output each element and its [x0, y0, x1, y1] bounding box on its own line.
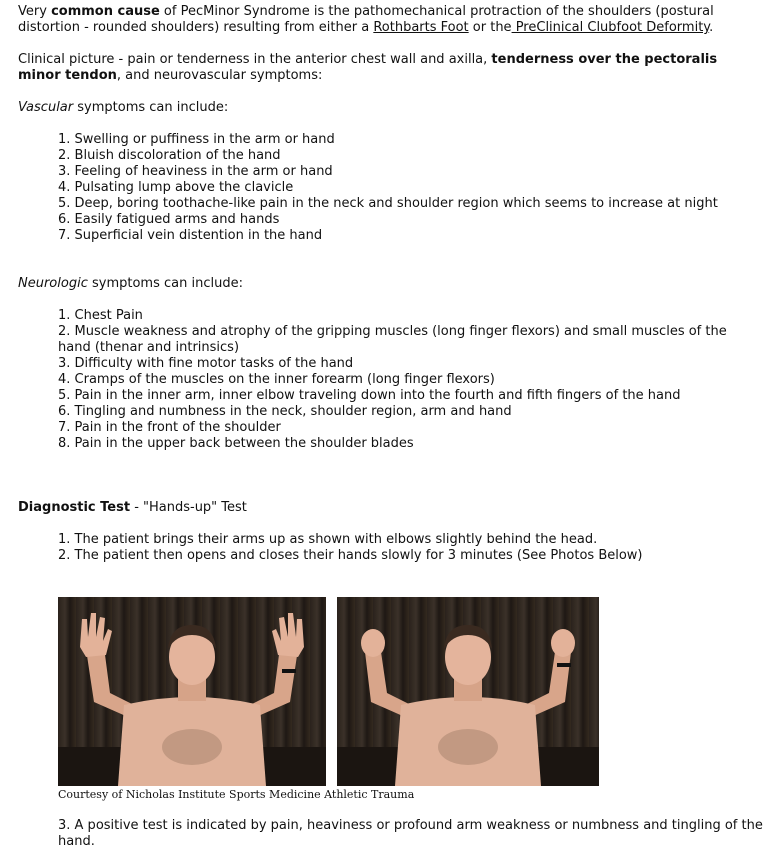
diagnostic-steps-list: [58, 532, 763, 564]
intro-text-4: .: [709, 20, 714, 35]
diagnostic-heading-text: - "Hands-up" Test: [130, 500, 247, 515]
photo-caption: Courtesy of Nicholas Institute Sports Medicine Athletic Trauma: [58, 788, 415, 801]
list-item: 1. The patient brings their arms up as shown with elbows slightly behind the head.: [58, 532, 598, 547]
diagnostic-heading: [18, 500, 247, 516]
list-item: 4. Pulsating lump above the clavicle: [58, 180, 294, 195]
list-item: 3. A positive test is indicated by pain, heaviness or profound arm weakness or numbness and tingling of the hand.: [58, 818, 763, 849]
rothbarts-foot-link[interactable]: Rothbarts Foot: [373, 20, 469, 35]
list-item: 1. Chest Pain: [58, 308, 143, 323]
list-item: 4. Cramps of the muscles on the inner forearm (long finger flexors): [58, 372, 495, 387]
vascular-heading-text: symptoms can include:: [73, 100, 229, 115]
clinical-text-1: Clinical picture - pain or tenderness in the anterior chest wall and axilla,: [18, 52, 492, 67]
intro-bold: common cause: [51, 4, 160, 19]
list-item: 5. Pain in the inner arm, inner elbow traveling down into the fourth and fifth fingers of the hand: [58, 388, 681, 403]
list-item: 2. The patient then opens and closes their hands slowly for 3 minutes (See Photos Below): [58, 548, 643, 563]
clinical-text-2: , and neurovascular symptoms:: [116, 68, 323, 83]
list-item: 1. Swelling or puffiness in the arm or hand: [58, 132, 335, 147]
neurologic-heading-text: symptoms can include:: [87, 276, 243, 291]
clinical-paragraph: [18, 52, 763, 84]
vascular-emphasis: Vascular: [18, 100, 74, 115]
hands-closed-figure: [337, 597, 599, 786]
hands-up-photos: [58, 597, 618, 787]
clinical-bold: tenderness over the pectoralis minor tendon: [18, 52, 718, 83]
intro-text-2: of PecMinor Syndrome is the pathomechanical protraction of the shoulders (postural distortion - rounded shoulders) resulting from either a: [18, 4, 714, 35]
list-item: 6. Tingling and numbness in the neck, shoulder region, arm and hand: [58, 404, 512, 419]
list-item: 7. Superficial vein distention in the hand: [58, 228, 323, 243]
intro-text-3: or the: [468, 20, 512, 35]
diagnostic-result-list: [58, 818, 763, 850]
list-item: 5. Deep, boring toothache-like pain in the neck and shoulder region which seems to increase at night: [58, 196, 718, 211]
neurologic-emphasis: Neurologic: [18, 276, 88, 291]
hands-open-figure: [58, 597, 326, 786]
preclinical-clubfoot-link[interactable]: PreClinical Clubfoot Deformity: [511, 20, 710, 35]
neurologic-symptom-list: [58, 308, 763, 452]
list-item: 6. Easily fatigued arms and hands: [58, 212, 280, 227]
list-item: 3. Difficulty with fine motor tasks of the hand: [58, 356, 354, 371]
intro-paragraph: [18, 4, 763, 36]
vascular-symptom-list: [58, 132, 763, 244]
neurologic-heading: [18, 276, 243, 292]
list-item: 2. Muscle weakness and atrophy of the gripping muscles (long finger flexors) and small muscles of the hand (thenar and intrinsics): [58, 324, 727, 355]
photo-hands-closed: [337, 597, 599, 786]
photo-hands-open: [58, 597, 326, 786]
list-item: 7. Pain in the front of the shoulder: [58, 420, 281, 435]
diagnostic-bold: Diagnostic Test: [18, 500, 131, 515]
vascular-heading: [18, 100, 228, 116]
list-item: 8. Pain in the upper back between the shoulder blades: [58, 436, 414, 451]
list-item: 3. Feeling of heaviness in the arm or hand: [58, 164, 333, 179]
list-item: 2. Bluish discoloration of the hand: [58, 148, 281, 163]
intro-text-1: Very: [18, 4, 52, 19]
